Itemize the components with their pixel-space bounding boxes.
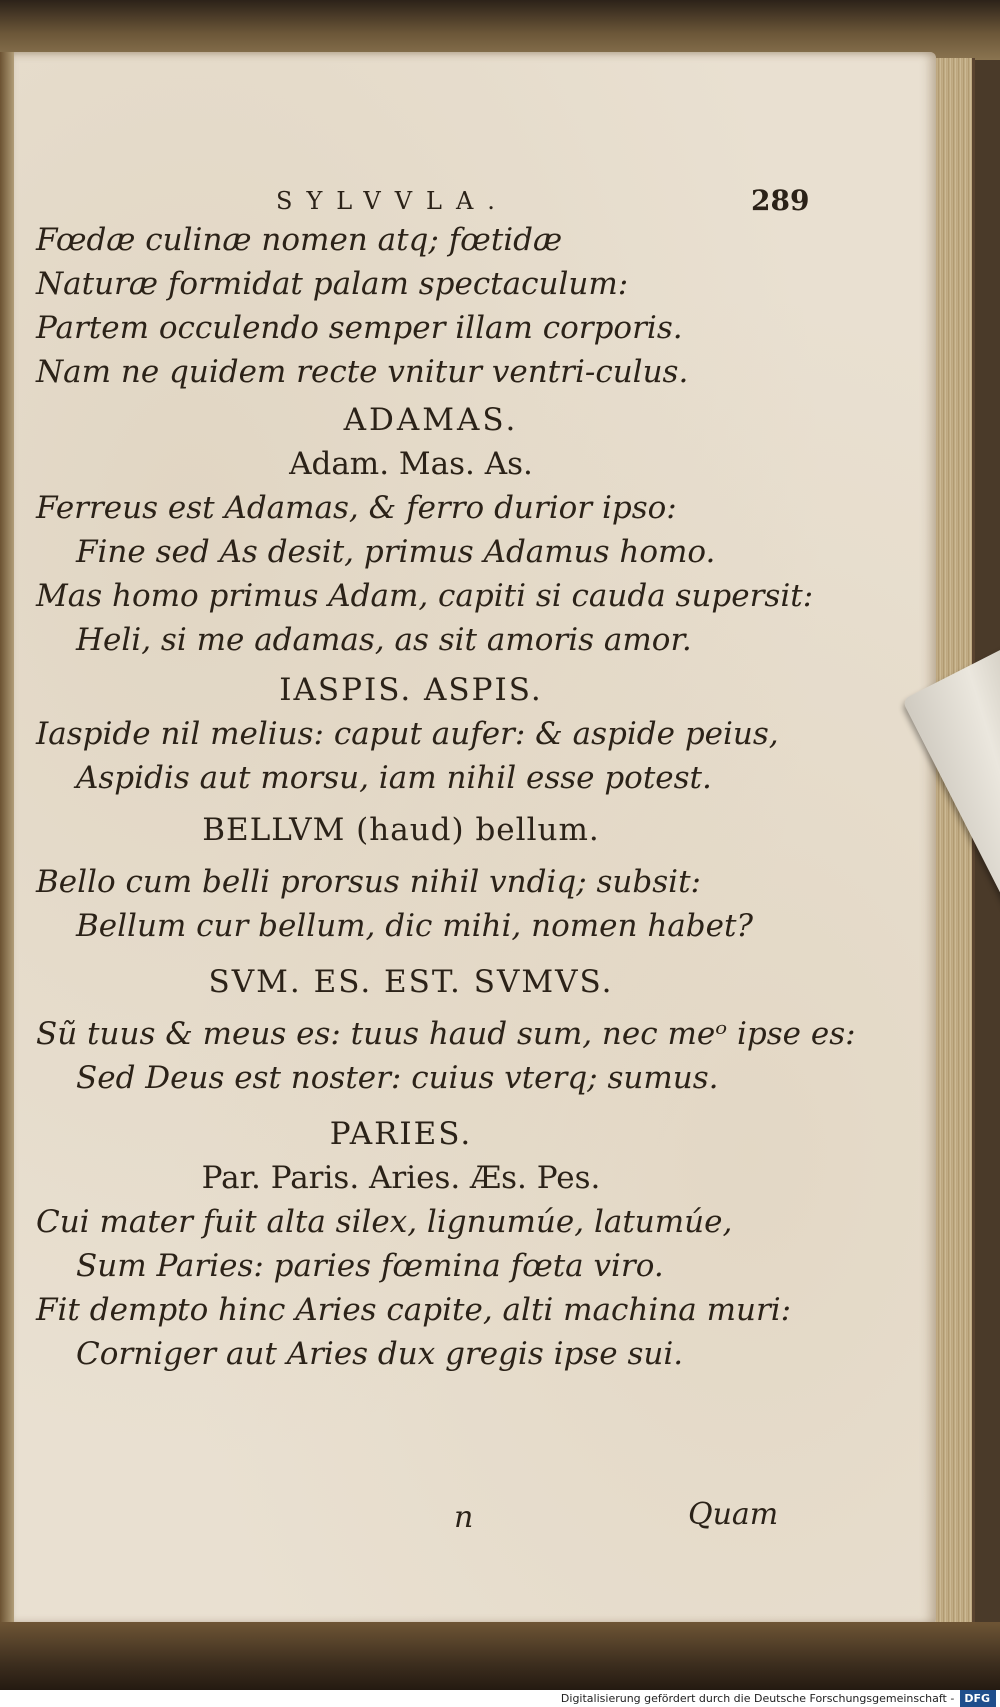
text-line: Sũ tuus & meus es: tuus haud sum, nec meᵒ ipse es: bbox=[36, 1016, 856, 1052]
text-line: Aspidis aut morsu, iam nihil esse potest. bbox=[76, 760, 712, 796]
section-heading: SVM. ES. EST. SVMVS. bbox=[208, 964, 614, 1000]
text-line: Corniger aut Aries dux gregis ipse sui. bbox=[76, 1336, 684, 1372]
running-head: SYLVVLA. bbox=[276, 187, 509, 215]
dfg-logo: DFG bbox=[960, 1690, 996, 1707]
section-heading: ADAMAS. bbox=[343, 402, 519, 438]
text-line: Fine sed As desit, primus Adamus homo. bbox=[76, 534, 716, 570]
text-line: Nam ne quidem recte vnitur ventri-culus. bbox=[36, 354, 689, 390]
catchword: Quam bbox=[688, 1497, 779, 1532]
book-top-edge bbox=[0, 0, 1000, 60]
signature-mark: n bbox=[454, 1500, 474, 1535]
section-heading: BELLVM (haud) bellum. bbox=[202, 812, 600, 848]
section-subheading: Adam. Mas. As. bbox=[289, 446, 533, 482]
text-line: Sum Paries: paries fœmina fœta viro. bbox=[76, 1248, 664, 1284]
book-bottom-edge bbox=[0, 1622, 1000, 1690]
page-number: 289 bbox=[751, 184, 810, 217]
section-heading: PARIES. bbox=[329, 1116, 473, 1152]
section-heading: IASPIS. ASPIS. bbox=[279, 672, 543, 708]
text-line: Bello cum belli prorsus nihil vndiq; subsit: bbox=[36, 864, 701, 900]
text-line: Cui mater fuit alta silex, lignumúe, latumúe, bbox=[36, 1204, 733, 1240]
text-line: Iaspide nil melius: caput aufer: & aspide peius, bbox=[36, 716, 779, 752]
text-line: Ferreus est Adamas, & ferro durior ipso: bbox=[36, 490, 677, 526]
section-subheading: Par. Paris. Aries. Æs. Pes. bbox=[201, 1160, 601, 1196]
text-line: Fœdæ culinæ nomen atq; fœtidæ bbox=[36, 222, 563, 258]
page bbox=[6, 52, 936, 1625]
digitization-credit bbox=[0, 1690, 1000, 1707]
text-line: Heli, si me adamas, as sit amoris amor. bbox=[76, 622, 692, 658]
text-line: Fit dempto hinc Aries capite, alti machina muri: bbox=[36, 1292, 792, 1328]
text-line: Partem occulendo semper illam corporis. bbox=[36, 310, 683, 346]
text-line: Naturæ formidat palam spectaculum: bbox=[36, 266, 629, 302]
text-line: Sed Deus est noster: cuius vterq; sumus. bbox=[76, 1060, 719, 1096]
text-line: Mas homo primus Adam, capiti si cauda supersit: bbox=[36, 578, 814, 614]
credit-text: Digitalisierung gefördert durch die Deutsche Forschungsgemeinschaft - bbox=[560, 1692, 955, 1705]
book-gutter bbox=[0, 52, 14, 1625]
text-line: Bellum cur bellum, dic mihi, nomen habet? bbox=[76, 908, 754, 944]
